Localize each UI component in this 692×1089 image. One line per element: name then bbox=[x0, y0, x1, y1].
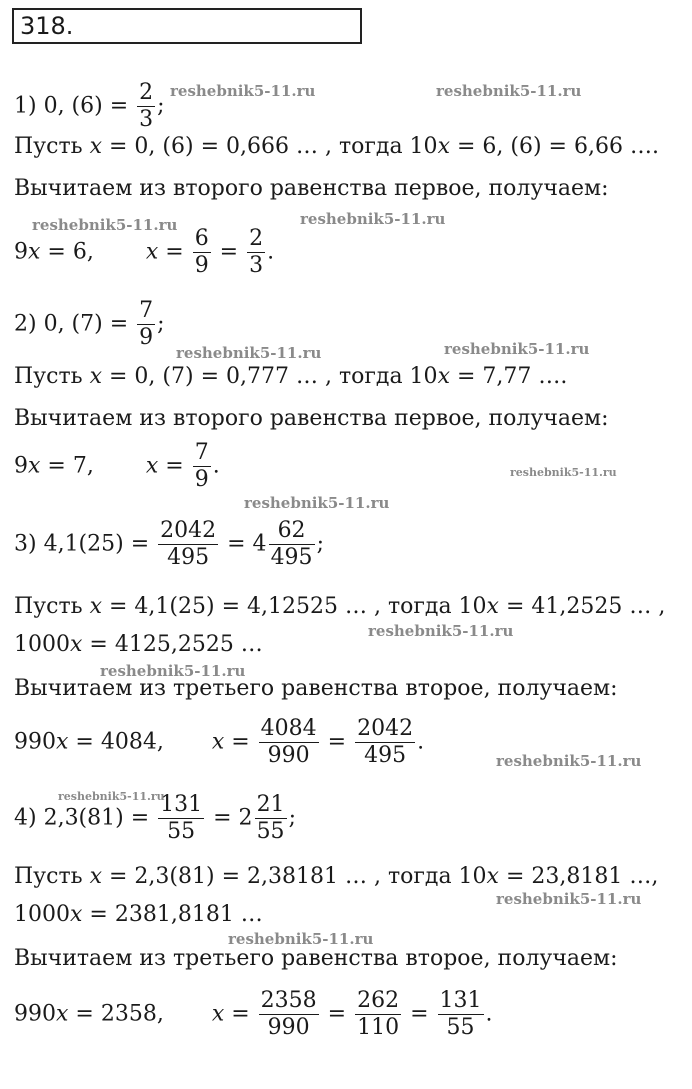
part3-heading: 3) 4,1(25) = $\frac{2042}{495}$ = 4 $\frac{62}{495}$ ; bbox=[14, 518, 324, 570]
watermark: reshebnik5-11.ru bbox=[368, 622, 514, 640]
fraction: $\frac{7}{9}$ bbox=[139, 298, 154, 350]
watermark: reshebnik5-11.ru bbox=[444, 340, 590, 358]
fraction: $\frac{131}{55}$ bbox=[160, 792, 203, 844]
fraction: $\frac{4084}{990}$ bbox=[260, 716, 317, 768]
fraction: $\frac{21}{55}$ bbox=[256, 792, 285, 844]
part3-subtract-line: Вычитаем из третьего равенства второе, получаем: bbox=[14, 676, 618, 701]
watermark: reshebnik5-11.ru bbox=[510, 466, 617, 479]
watermark: reshebnik5-11.ru bbox=[176, 344, 322, 362]
part3-let-line: Пусть x = 4,1(25) = 4,12525 … , тогда 10x = 41,2525 … , bbox=[14, 594, 666, 619]
problem-number-box bbox=[12, 8, 362, 44]
problem-number: 318. bbox=[20, 12, 74, 40]
watermark: reshebnik5-11.ru bbox=[244, 494, 390, 512]
part4-let-line-2: 1000x = 2381,8181 … bbox=[14, 902, 263, 927]
part2-let-line: Пусть x = 0, (7) = 0,777 … , тогда 10x = 7,77 …. bbox=[14, 364, 568, 389]
fraction: $\frac{2358}{990}$ bbox=[260, 988, 317, 1040]
watermark: reshebnik5-11.ru bbox=[32, 216, 178, 234]
watermark: reshebnik5-11.ru bbox=[300, 210, 446, 228]
part1-subtract-line: Вычитаем из второго равенства первое, получаем: bbox=[14, 176, 609, 201]
watermark: reshebnik5-11.ru bbox=[228, 930, 374, 948]
part2-subtract-line: Вычитаем из второго равенства первое, получаем: bbox=[14, 406, 609, 431]
fraction: $\frac{2}{3}$ bbox=[249, 226, 264, 278]
watermark: reshebnik5-11.ru bbox=[170, 82, 316, 100]
fraction: $\frac{2042}{495}$ bbox=[160, 518, 217, 570]
fraction: $\frac{131}{55}$ bbox=[439, 988, 482, 1040]
part4-heading: 4) 2,3(81) = $\frac{131}{55}$ = 2 $\frac{21}{55}$ ; bbox=[14, 792, 296, 844]
part3-result: 990x = 4084, x = $\frac{4084}{990}$ = $\frac{2042}{495}$ . bbox=[14, 716, 425, 768]
fraction: $\frac{2042}{495}$ bbox=[357, 716, 414, 768]
part4-let-line: Пусть x = 2,3(81) = 2,38181 … , тогда 10x = 23,8181 …, bbox=[14, 864, 659, 889]
fraction: $\frac{262}{110}$ bbox=[357, 988, 400, 1040]
watermark: reshebnik5-11.ru bbox=[436, 82, 582, 100]
part1-result: 9x = 6, x = $\frac{6}{9}$ = $\frac{2}{3}$ . bbox=[14, 226, 275, 278]
watermark: reshebnik5-11.ru bbox=[496, 752, 642, 770]
part2-heading: 2) 0, (7) = $\frac{7}{9}$ ; bbox=[14, 298, 165, 350]
fraction: $\frac{6}{9}$ bbox=[194, 226, 209, 278]
fraction: $\frac{2}{3}$ bbox=[139, 80, 154, 132]
part4-subtract-line: Вычитаем из третьего равенства второе, получаем: bbox=[14, 946, 618, 971]
fraction: $\frac{7}{9}$ bbox=[194, 440, 209, 492]
part1-heading: 1) 0, (6) = $\frac{2}{3}$ ; bbox=[14, 80, 165, 132]
watermark: reshebnik5-11.ru bbox=[496, 890, 642, 908]
fraction: $\frac{62}{495}$ bbox=[270, 518, 313, 570]
part3-let-line-2: 1000x = 4125,2525 … bbox=[14, 632, 263, 657]
watermark: reshebnik5-11.ru bbox=[100, 662, 246, 680]
part1-let-line: Пусть x = 0, (6) = 0,666 … , тогда 10x = 6, (6) = 6,66 …. bbox=[14, 134, 659, 159]
part4-result: 990x = 2358, x = $\frac{2358}{990}$ = $\frac{262}{110}$ = $\frac{131}{55}$ . bbox=[14, 988, 493, 1040]
part2-result: 9x = 7, x = $\frac{7}{9}$ . bbox=[14, 440, 220, 492]
watermark: reshebnik5-11.ru bbox=[58, 790, 165, 803]
